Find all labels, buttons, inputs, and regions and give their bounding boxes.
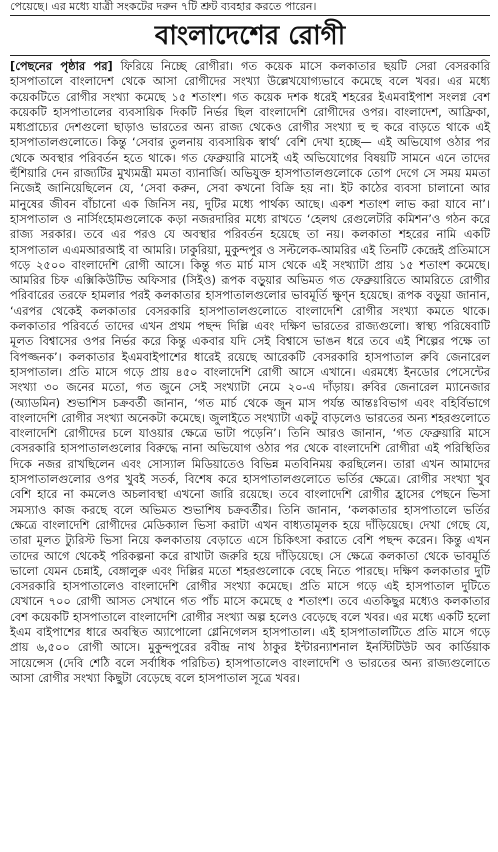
article-body	[10, 59, 490, 686]
previous-article-tail: পেয়েছে। এর মধ্যে যাত্রী সংকটের দরুন ৭টি শ্রুট ব্যবহার করতে পারেন।	[10, 0, 490, 16]
continuation-kicker: [পেছনের পৃষ্ঠার পর]	[10, 59, 113, 73]
article-headline: বাংলাদেশের রোগী	[154, 21, 346, 51]
headline-divider	[10, 55, 490, 56]
article-body-text: ফিরিয়ে নিচ্ছে রোগীরা। গত কয়েক মাসে কলকাতার ছয়টি সেরা বেসরকারি হাসপাতালে বাংলাদেশ থেকে আসা রোগীদের সংখ্যা উল্লেখযোগ্যভাবে কমেছে বলে খবর। এর মধ্যে কয়েকটিতে রোগীর সংখ্যা কমেছে ১৫ শতাংশ। গত কয়েক দশক ধরেই শহরের ইএমবাইপাশ সংলগ্ন বেশ কয়েকটি হাসপাতালের ব্যবসায়িক দিকটি নির্ভর ছিল বাংলাদেশি রোগীদের ওপর। বাংলাদেশ, আফ্রিকা, মধ্যপ্রাচ্যের দেশগুলো ছাড়াও ভারতের অন্য রাজ্য থেকেও রোগীর সংখ্যা হু হু করে বাড়তে থাকে এই হাসপাতালগুলোতে। কিন্তু ‘সেবার তুলনায় ব্যবসায়িক স্বার্থ’ বেশি দেখা হচ্ছে— এই অভিযোগ ওঠার পর থেকে অবস্থার পরিবর্তন হতে থাকে। গত ফেব্রুয়ারি মাসেই এই অভিযোগের বিষয়টি সামনে এনে তাদের হুঁশিয়ারি দেন রাজ্যটির মুখ্যমন্ত্রী মমতা ব্যানার্জি। অভিযুক্ত হাসপাতালগুলোকে তোপ দেগে সে সময় মমতা নিজেই জানিয়েছিলেন যে, ‘সেবা করুন, সেবা কখনো বিক্রি হয় না। ইট কাঠের ব্যবসা চালানো আর মানুষের জীবন বাঁচানো এক জিনিস নয়, দুটির মধ্যে পার্থক্য আছে। একশ শতাংশ লাভ করা যাবে না’। হাসপাতাল ও নার্সিংহোমগুলোকে কড়া নজরদারির মধ্যে রাখতে ‘হেলথ রেগুলেটরি কমিশন’ও গঠন করে রাজ্য সরকার। তবে এর পরও যে অবস্থার পরিবর্তন হয়েছে তা নয়। কলকাতা শহরের নামি একটি হাসপাতাল এএমআরআই বা আমরি। ঢাকুরিয়া, মুকুন্দপুর ও সল্টলেক-আমরির এই তিনটি কেন্দ্রেই প্রতিমাসে গড়ে ২৫০০ বাংলাদেশি রোগী আসে। কিন্তু গত মার্চ মাস থেকে এই সংখ্যাটা প্রায় ১৫ শতাংশ কমেছে। আমরির চিফ এক্সিকিউটিভ অফিসার (সিইও) রূপক বড়ুয়ার অভিমত গত ফেব্রুয়ারিতে আমরিতে রোগীর পরিবারের তরফে হামলার পরই কলকাতার হাসপাতালগুলোর ভাবমূর্তি ক্ষুণ্ন হয়েছে। রূপক বড়ুয়া জানান, ‘এরপর থেকেই কলকাতার বেসরকারি হাসপাতালগুলোতে বাংলাদেশি রোগীর সংখ্যা কমতে থাকে। কলকাতার পরিবর্তে তাদের এখন প্রথম পছন্দ দিল্লি এবং দক্ষিণ ভারতের রাজ্যগুলো। স্বাস্থ্য পরিষেবাটি মূলত বিশ্বাসের ওপর নির্ভর করে কিন্তু একবার যদি সেই বিশ্বাসে ভাঙন ধরে তবে এই শিল্পের পক্ষে তা বিপজ্জনক’। কলকাতার ইএমবাইপাশের ধারেই রয়েছে আরেকটি বেসরকারি হাসপাতাল রুবি জেনারেল হাসপাতাল। প্রতি মাসে গড়ে প্রায় ৪৫০ বাংলাদেশি রোগী আসে এখানে। এরমধ্যে ইনডোর পেসেন্টের সংখ্যা ৩০ জনের মতো, গত জুনে সেই সংখ্যাটা নেমে ২০-এ দাঁড়ায়। রুবির জেনারেল ম্যানেজার (অ্যাডমিন) শুভাশিস চক্রবর্তী জানান, ‘গত মার্চ থেকে জুন মাস পর্যন্ত আন্তঃবিভাগ এবং বহির্বিভাগে বাংলাদেশি রোগীর সংখ্যা অনেকটা কমেছে। জুলাইতে সংখ্যাটা একটু বাড়লেও ভারতের অন্য শহরগুলোতে বাংলাদেশি রোগীদের চলে যাওয়ার ক্ষেত্রে ভাটা পড়েনি’। তিনি আরও জানান, ‘গত ফেব্রুয়ারি মাসে বেসরকারি হাসপাতালগুলোর বিরুদ্ধে নানা অভিযোগ ওঠার পর থেকে বাংলাদেশি রোগীরা এই পরিস্থিতির দিকে নজর রাখছিলেন এবং সোস্যাল মিডিয়াতেও বিভিন্ন মতবিনিময় করছিলেন। তারা এখন আমাদের হাসপাতালগুলোর ওপর খুবই সতর্ক, বিশেষ করে হাসপাতালগুলোতে ভর্তির ক্ষেত্রে। রোগীর সংখ্যা খুব বেশি হারে না কমলেও অচলাবস্থা এখনো জারি রয়েছে। তবে বাংলাদেশি রোগীর হ্রাসের পেছনে ভিসা সমস্যাও কাজ করছে বলে অভিমত শুভাশিষ চক্রবর্তীর। তিনি জানান, ‘কলকাতার হাসপাতালে ভর্তির ক্ষেত্রে বাংলাদেশি রোগীদের মেডিক্যাল ভিসা করাটা এখন বাধ্যতামূলক হয়ে দাঁড়িয়েছে। দেখা গেছে যে, তারা মূলত ট্যুরিস্ট ভিসা নিয়ে কলকাতায় বেড়াতে এসে চিকিৎসা করাতে বেশি পছন্দ করেন। কিন্তু এখন তাদের আগে থেকেই পরিকল্পনা করে রাখাটা জরুরি হয়ে দাঁড়িয়েছে। সে ক্ষেত্রে কলকাতা থেকে ভাবমূর্তি ভালো যেমন চেন্নাই, বেঙ্গালুরু এবং দিল্লির মতো শহরগুলোকে বেছে নিতে পারছে। দক্ষিণ কলকাতার দুটি বেসরকারি হাসপাতালেও বাংলাদেশি রোগীর সংখ্যা কমেছে। প্রতি মাসে গড়ে এই হাসপাতাল দুটিতে যেখানে ৭০০ রোগী আসত সেখানে গত পাঁচ মাসে কমেছে ৫ শতাংশ। তবে এতকিছুর মধ্যেও কলকাতার বেশ কয়েকটি হাসপাতালে বাংলাদেশি রোগীর সংখ্যা অল্প হলেও বেড়েছে বলে খবর। এর মধ্যে একটি হলো ইএম বাইপাশের ধারে অবস্থিত অ্যাপোলো গ্লেনিগেলস হাসপাতাল। এই হাসপাতালটিতে প্রতি মাসে গড়ে প্রায় ৬,৫০০ রোগী আসে। মুকুন্দপুরের রবীন্দ্র নাথ ঠাকুর ইন্টারন্যাশনাল ইনস্টিটিউট অব কার্ডিয়াক সায়েন্সেস (দেবি শেঠি বলে সর্বাধিক পরিচিত) হাসপাতালেও বাংলাদেশি ও ভারতের অন্য রাজ্যগুলোতে আসা রোগীর সংখ্যা কিছুটা বেড়েছে বলে হাসপাতাল সূত্রে খবর।	[10, 59, 490, 685]
article-paragraph	[10, 59, 490, 686]
